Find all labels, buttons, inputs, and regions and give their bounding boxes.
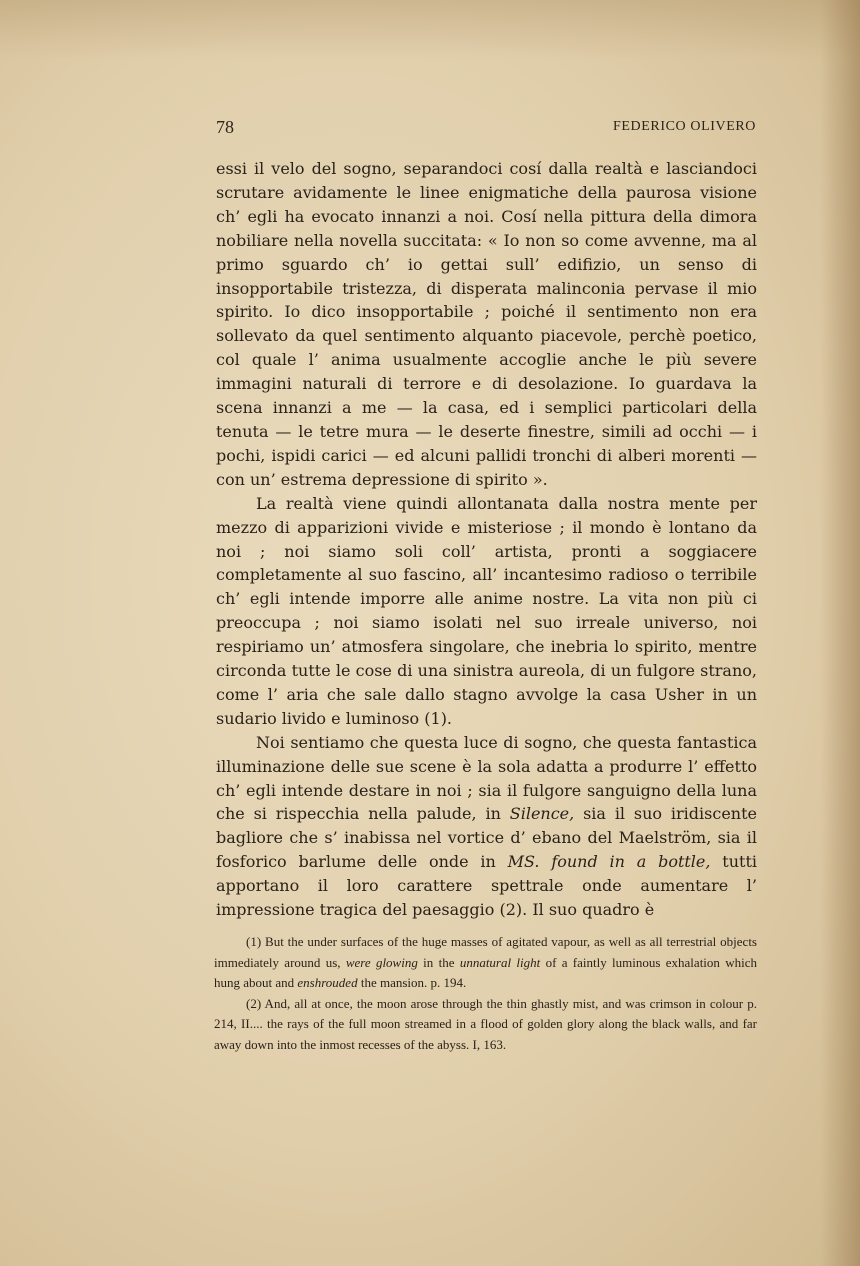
paragraph-3-part-b: sia il suo iridiscente bagliore che s’ inabissa nel vortice d’ ebano del Maelström, sia il fosforico barlume delle onde in [216, 804, 757, 872]
main-text [216, 157, 757, 922]
paragraph-1: essi il velo del sogno, separandoci cosí dalla realtà e lasciandoci scrutare avidamente le linee enigmatiche della paurosa visione ch’ egli ha evocato innanzi a noi. Cosí nella pittura della dimora nobiliare nella novella succitata: « Io non so come avvenne, ma al primo sguardo ch’ io gettai sull’ edifizio, un senso di insopportabile tristezza, di disperata malinconia pervase il mio spirito. Io dico insopportabile ; poiché il sentimento non era sollevato da quel sentimento alquanto piacevole, perchè poetico, col quale l’ anima usualmente accoglie anche le più severe immagini naturali di terrore e di desolazione. Io guardava la scena innanzi a me — la casa, ed i semplici particolari della tenuta — le tetre mura — le deserte finestre, simili ad occhi — i pochi, ispidi carici — ed alcuni pallidi tronchi di alberi morenti — con un’ estrema depressione di spirito ». [216, 159, 757, 489]
page-number: 78 [216, 117, 234, 137]
footnote-1 [214, 932, 757, 994]
footnote-1-part-b: in the [417, 954, 460, 970]
footnote-1-part-c: of a faintly luminous exhalation which hung about and [214, 954, 758, 990]
title-silence: Silence, [509, 804, 575, 824]
page-header [216, 117, 756, 141]
paragraph-2: La realtà viene quindi allontanata dalla nostra mente per mezzo di apparizioni vivide e misteriose ; il mondo è lontano da noi ; noi siamo soli coll’ artista, pronti a soggiacere completamente al suo fascino, all’ incantesimo radioso o terribile ch’ egli intende imporre alle anime nostre. La vita non più ci preoccupa ; noi siamo isolati nel suo irreale universo, noi respiriamo un’ atmosfera singolare, che inebria lo spirito, mentre circonda tutte le cose di una sinistra aureola, di un fulgore strano, come l’ aria che sale dallo stagno avvolge la casa Usher in un sudario livido e luminoso (1). [216, 493, 757, 728]
footnote-2: (2) And, all at once, the moon arose through the thin ghastly mist, and was crimson in colour p. 214, II.... the rays of the full moon streamed in a flood of golden glory along the black walls, and far away down into the inmost recesses of the abyss. I, 163. [214, 995, 757, 1052]
footnotes [214, 932, 757, 1055]
paragraph-3-part-a: Noi sentiamo che questa luce di sogno, che questa fantastica illuminazione delle sue scene è la sola adatta a produrre l’ effetto ch’ egli intende destare in noi ; sia il fulgore sanguigno della luna che si rispecchia nella palude, in [216, 732, 757, 824]
title-ms-found-in-a-bottle: MS. found in a bottle, [507, 852, 711, 872]
footnote-1-emphasis-light: unnatural light [459, 954, 541, 970]
page-shadow-right [820, 0, 860, 1266]
footnote-1-emphasis-glowing: were glowing [345, 954, 418, 970]
footnote-1-emphasis-enshrouded: enshrouded [297, 975, 358, 990]
running-title: FEDERICO OLIVERO [613, 119, 756, 134]
paragraph-3-part-c: tutti apportano il loro carattere spettrale onde aumentare l’ impressione tragica del paesaggio (2). Il suo quadro è [216, 852, 757, 920]
page-shadow-top [0, 0, 860, 60]
paragraph-3 [216, 731, 757, 922]
footnote-1-part-d: the mansion. p. 194. [357, 975, 467, 990]
footnote-1-part-a: (1) But the under surfaces of the huge masses of agitated vapour, as well as all terrestrial objects immediately around us, [214, 934, 757, 970]
